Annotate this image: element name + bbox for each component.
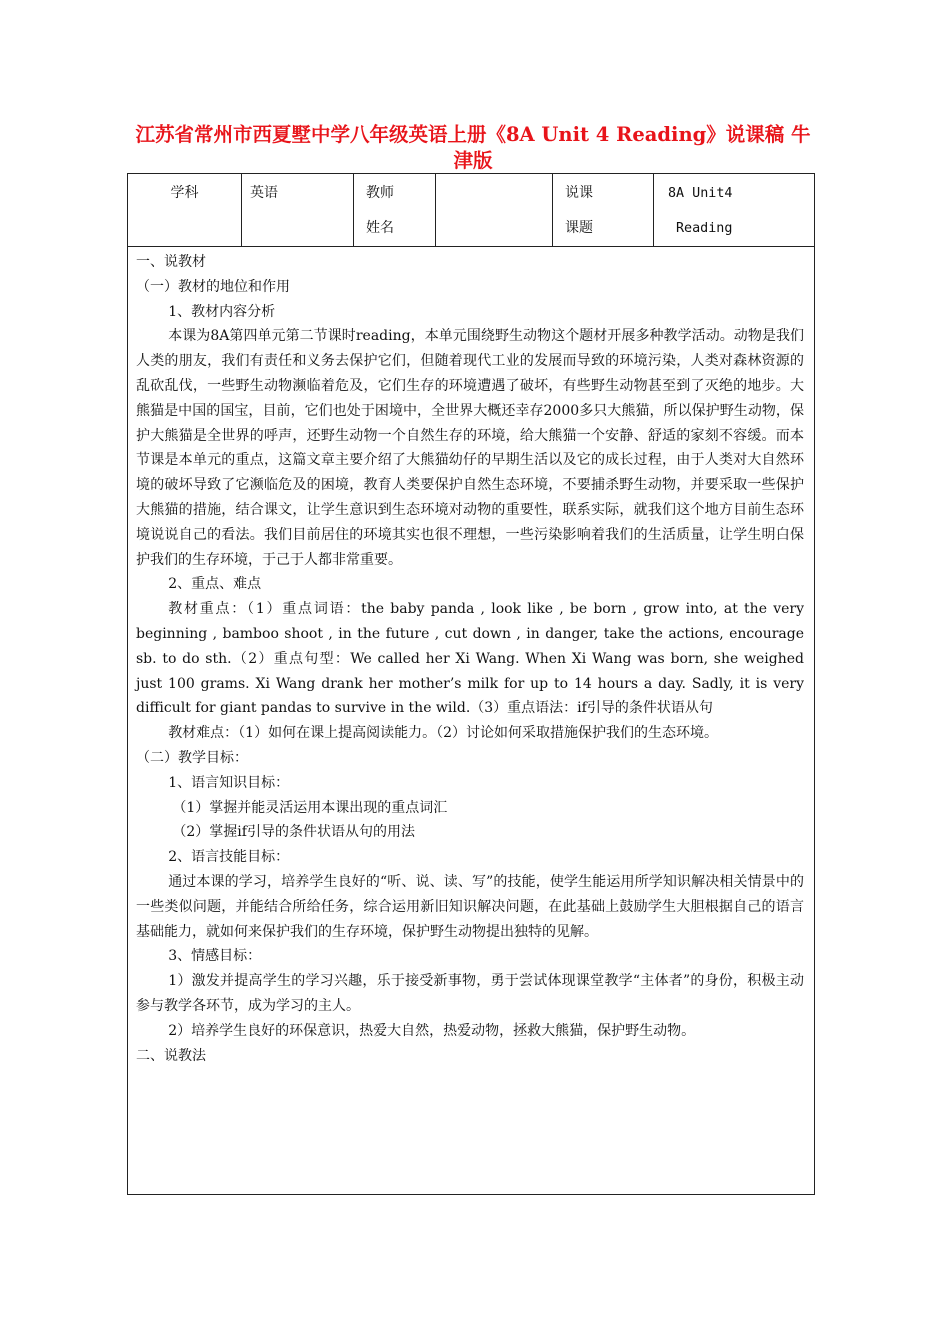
- topic-label-line-2: 课题: [565, 220, 593, 236]
- heading-knowledge-goals: 1、语言知识目标：: [168, 774, 290, 791]
- paragraph-difficult-points: 教材难点：（1）如何在课上提高阅读能力。（2）讨论如何采取措施保护我们的生态环境。: [168, 725, 718, 742]
- topic-label-cell: [553, 174, 654, 247]
- topic-value-cell: [654, 174, 815, 247]
- topic-label-line-1: 说课: [565, 185, 593, 201]
- subject-label-cell: [128, 174, 242, 247]
- info-row: [128, 174, 815, 247]
- teacher-label-cell: [354, 174, 436, 247]
- paragraph-skill-goals: 通过本课的学习，培养学生良好的“听、说、读、写”的技能，使学生能运用所学知识解决相关情景中的一些类似问题，并能结合所给任务，综合运用新旧知识解决问题，在此基础上鼓励学生大胆根据自己的语言基础能力，就如何来保护我们的生存环境，保护野生动物提出独特的见解。: [136, 873, 804, 940]
- teacher-label-line-2: 姓名: [366, 220, 394, 236]
- paragraph-content-analysis: 本课为8A第四单元第二节课时reading，本单元围绕野生动物这个题材开展多种教学活动。动物是我们人类的朋友，我们有责任和义务去保护它们，但随着现代工业的发展而导致的环境污染，人类对森林资源的乱砍乱伐，一些野生动物濒临着危及，它们生存的环境遭遇了破坏，有些野生动物甚至到了灭绝的地步。大熊猫是中国的国宝，目前，它们也处于困境中，全世界大概还幸存2000多只大熊猫，所以保护野生动物，保护大熊猫是全世界的呼声，还野生动物一个自然生存的环境，给大熊猫一个安静、舒适的家刻不容缓。而本节课是本单元的重点，这篇文章主要介绍了大熊猫幼仔的早期生活以及它的成长过程，由于人类对大自然环境的破坏导致了它濒临危及的困境，教育人类要保护自然生态环境，不要捕杀野生动物，并要采取一些保护大熊猫的措施，结合课文，让学生意识到生态环境对动物的重要性，联系实际，就我们这个地方目前生态环境说说自己的看法。我们目前居住的环境其实也很不理想，一些污染影响着我们的生活质量，让学生明白保护我们的生存环境，于己于人都非常重要。: [136, 328, 804, 568]
- heading-skill-goals: 2、语言技能目标：: [168, 849, 290, 866]
- paragraph-key-points: 教材重点：（1）重点词语：the baby panda , look like , be born , grow into, at the very beginning , bamboo shoot , in the future , cut down , in danger, take the actions, encourage sb. to do sth.（2）重点句型：We called her Xi Wang. When Xi Wang was born, she weighed just 100 grams. Xi Wang drank her mother’s milk for up to 14 hours a day. Sadly, it is very difficult for giant pandas to survive in the wild.（3）重点语法：if引导的条件状语从句: [136, 601, 804, 717]
- document-title: 江苏省常州市西夏墅中学八年级英语上册《8A Unit 4 Reading》说课稿 牛津版: [135, 123, 811, 172]
- paragraph-emotion-goal-2: 2）培养学生良好的环保意识，热爱大自然，热爱动物，拯救大熊猫，保护野生动物。: [168, 1022, 696, 1039]
- topic-value-line-2: Reading: [676, 221, 733, 236]
- heading-section-1: 一、说教材: [136, 254, 206, 270]
- teacher-value-cell: [436, 174, 553, 247]
- knowledge-goal-1: （1）掌握并能灵活运用本课出现的重点词汇: [172, 799, 448, 816]
- subject-value: 英语: [250, 185, 278, 201]
- info-table: [127, 173, 815, 247]
- teacher-label-line-1: 教师: [366, 185, 394, 201]
- content-box: [127, 247, 815, 1195]
- paragraph-emotion-goal-1: 1）激发并提高学生的学习兴趣，乐于接受新事物，勇于尝试体现课堂教学“主体者”的身份，积极主动参与教学各环节，成为学习的主人。: [136, 973, 804, 1014]
- knowledge-goal-2: （2）掌握if引导的条件状语从句的用法: [172, 824, 415, 841]
- subject-value-cell: [242, 174, 354, 247]
- heading-subsection-2: （二）教学目标：: [136, 749, 248, 766]
- heading-content-analysis: 1、教材内容分析: [168, 303, 276, 320]
- heading-section-2: 二、说教法: [136, 1047, 206, 1064]
- heading-emotion-goals: 3、情感目标：: [168, 948, 262, 965]
- topic-value-line-1: 8A Unit4: [668, 186, 733, 201]
- subject-label: 学科: [170, 185, 199, 201]
- heading-subsection-1: （一）教材的地位和作用: [136, 278, 290, 295]
- heading-key-points: 2、重点、难点: [168, 576, 262, 593]
